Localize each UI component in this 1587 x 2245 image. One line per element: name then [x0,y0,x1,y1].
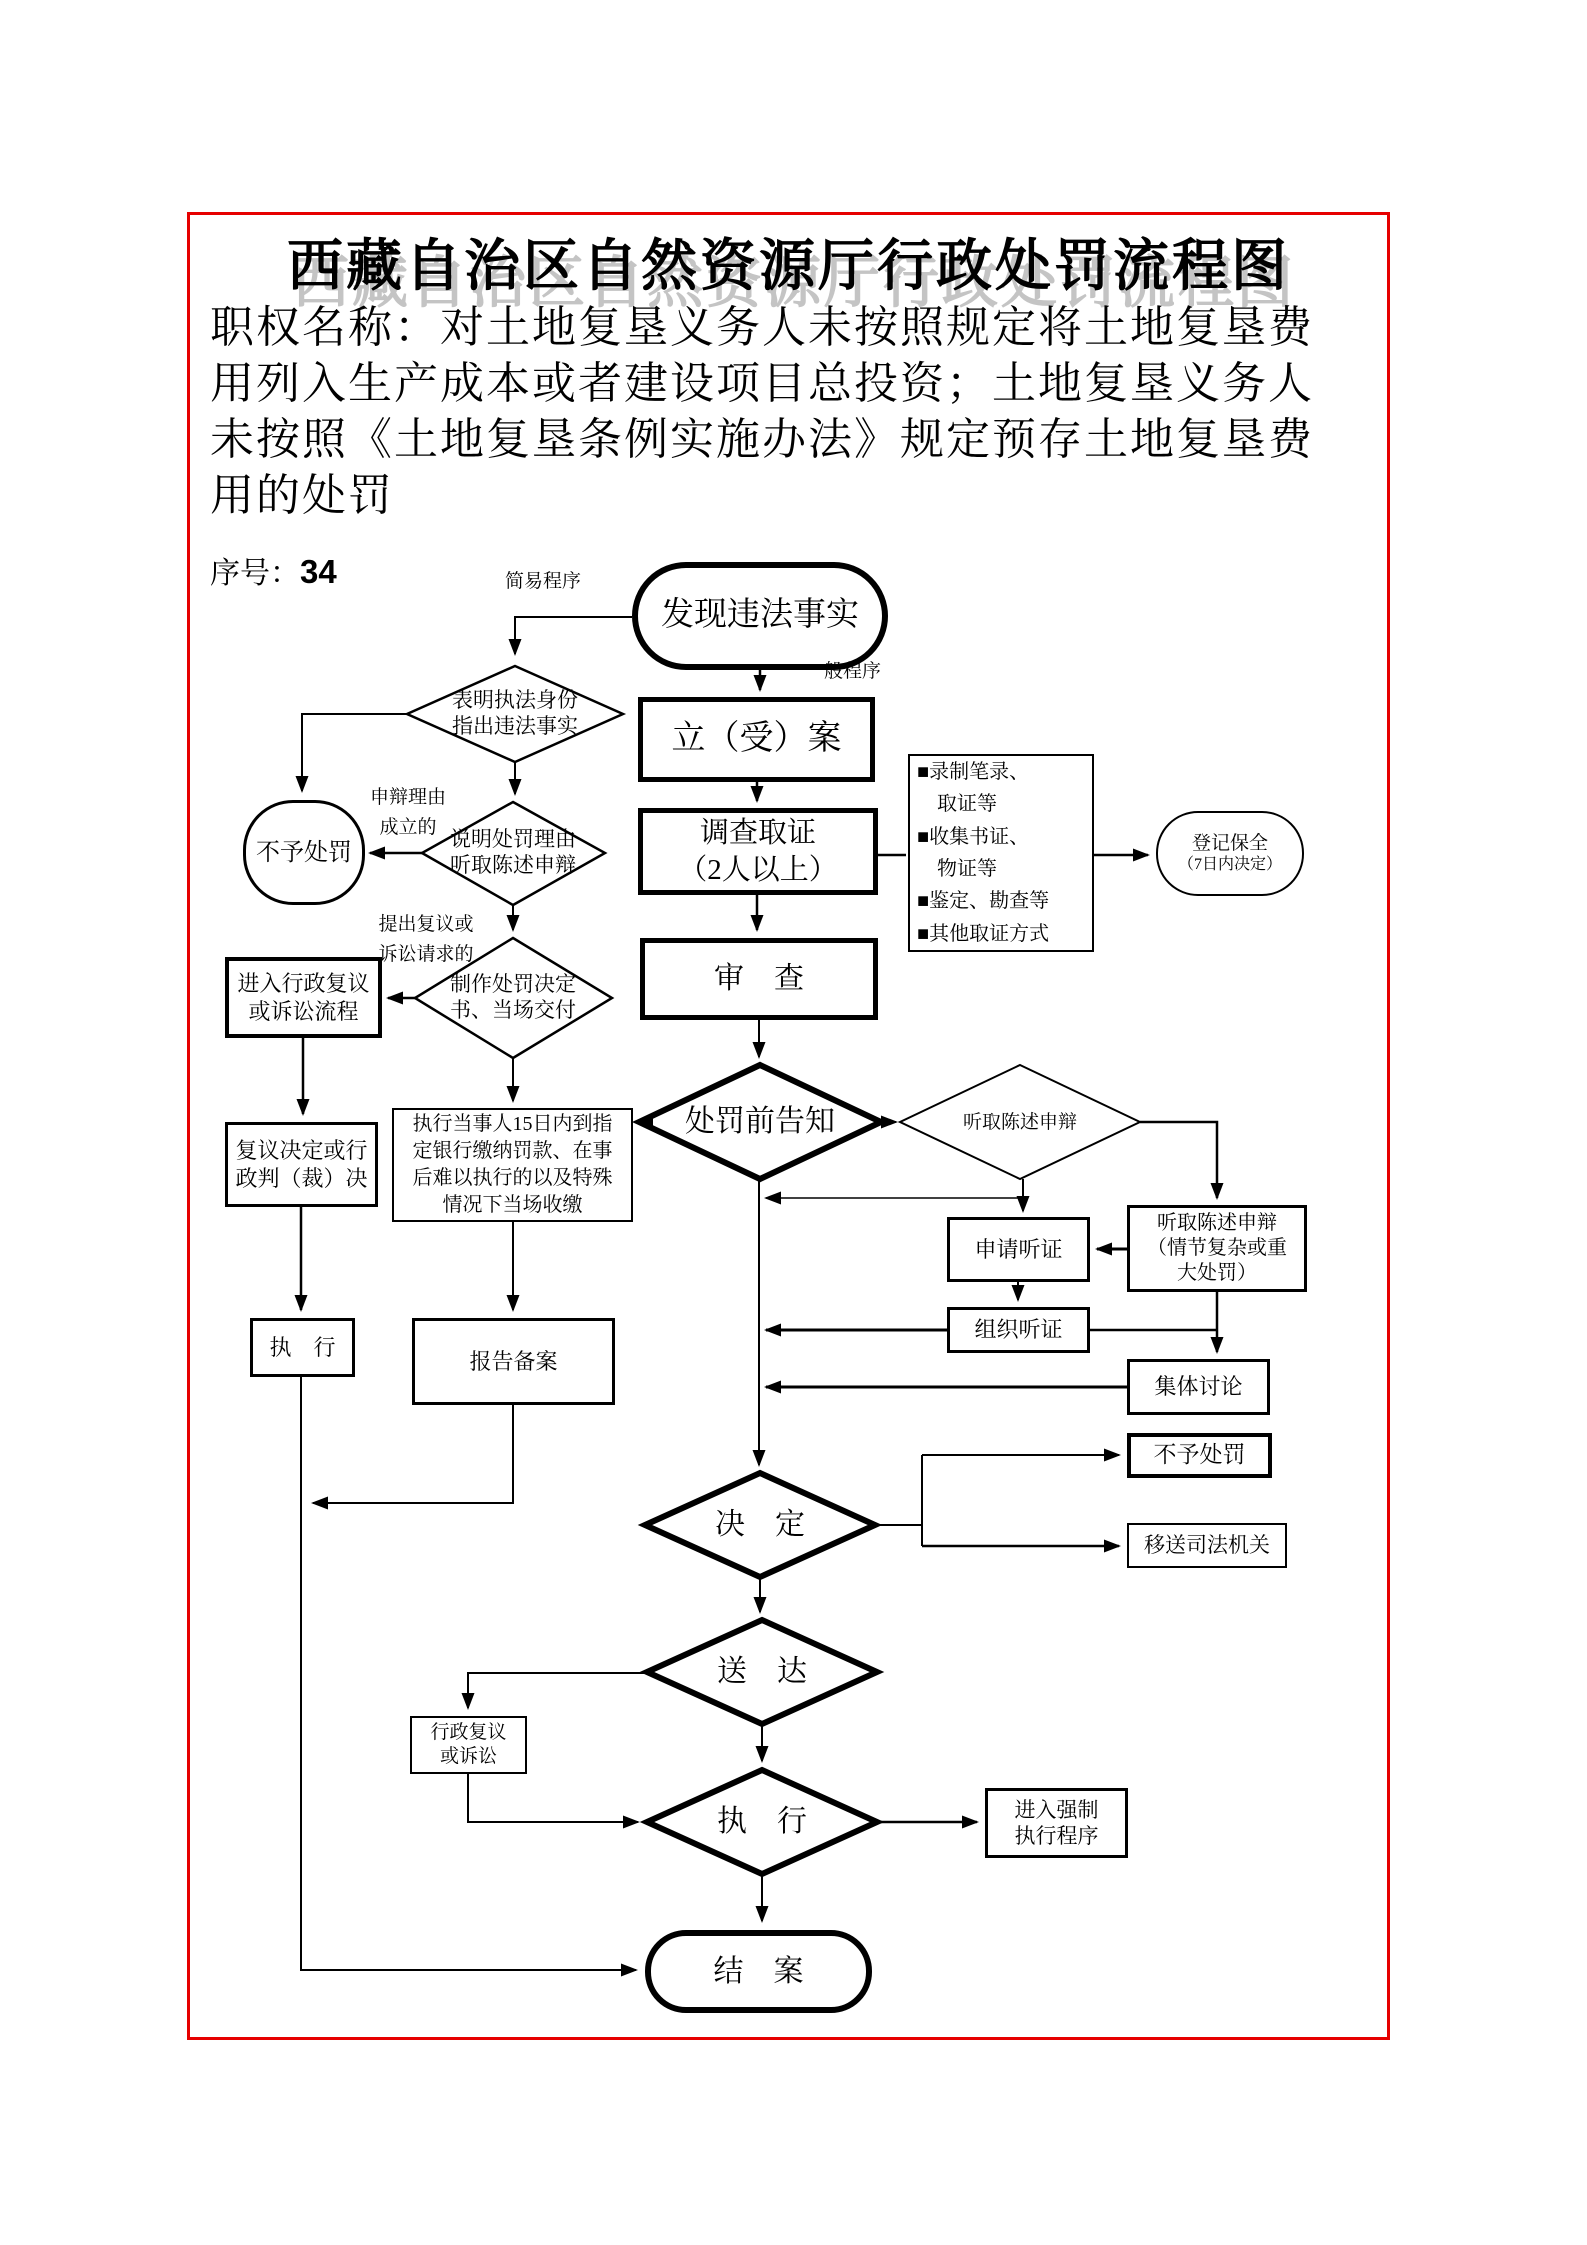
node-hear-statement-major [1127,1205,1307,1292]
defense-valid-line2: 成立的 [379,817,437,839]
defense-valid-line: 申辩理由 [369,787,446,808]
label-simple-procedure: 简易程序 [504,571,581,592]
node-group-discussion [1127,1359,1270,1415]
register-line: 登记保全 [1191,832,1268,854]
edge-report-join-left [313,1405,513,1503]
pay-fine-line: 后难以执行的以及特殊 [412,1167,613,1189]
review-decision-line: 复议决定或行 [235,1138,368,1163]
evidence-item: 物证等 [917,858,997,880]
node-forced-execution [985,1788,1128,1858]
docmaking-line2: 书、当场交付 [450,998,576,1022]
node-investigate-label2: （2人以上） [678,853,838,886]
node-hear-statement-text [900,1108,1140,1138]
label-defense-valid [358,783,458,844]
node-register-preserve [1156,811,1304,896]
enter-review-line: 进入行政复议 [237,971,370,996]
node-identify-text [407,680,623,748]
node-evidence-methods [908,754,1094,952]
no-penalty-left-label: 不予处罚 [256,839,352,866]
group-discussion-label: 集体讨论 [1154,1374,1243,1400]
node-review-exam [640,938,878,1020]
edge-identify-to-nopenalty [302,714,407,791]
node-file-case-label: 立（受）案 [671,720,842,758]
decide-label: 决 定 [715,1507,805,1541]
review-exam-label: 审 查 [714,962,804,996]
node-apply-hearing [947,1217,1090,1282]
node-close-case [645,1930,872,2013]
description-line: 未按照《土地复垦条例实施办法》规定预存土地复垦费 [210,415,1314,464]
node-start [632,562,888,670]
serial-number [210,548,337,592]
explain-line: 说明处罚理由 [450,827,576,852]
node-no-penalty-right [1127,1433,1272,1478]
deliver-label: 送 达 [717,1654,807,1688]
admin-review-line2: 或诉讼 [439,1746,497,1767]
node-file-case [638,697,875,782]
edge-deliver-to-adminreview [468,1673,647,1708]
authority-description [210,300,1360,524]
evidence-item: ■收集书证、 [917,825,1030,848]
execute-left-label: 执 行 [269,1334,336,1360]
node-organize-hearing [947,1307,1090,1353]
explain-line2: 听取陈述申辩 [450,853,576,877]
node-execute-text [647,1803,877,1841]
node-review-decision [225,1122,378,1207]
forced-execution-line: 进入强制 [1014,1797,1099,1822]
close-case-label: 结 案 [713,1954,804,1988]
node-no-penalty-left [243,800,365,905]
serial-label: 序号： [210,557,300,590]
evidence-item: ■录制笔录、 [917,760,1030,783]
identify-line: 表明执法身份 [452,688,578,713]
execute-label: 执 行 [717,1804,807,1838]
enter-review-line2: 或诉讼流程 [248,998,359,1024]
node-execute-left [250,1318,355,1377]
review-request-line2: 诉讼请求的 [378,944,474,966]
description-line: 职权名称：对土地复垦义务人未按照规定将土地复垦费 [210,303,1314,352]
register-line2: （7日内决定） [1177,856,1282,874]
node-transfer-judicial [1127,1523,1287,1568]
forced-execution-line2: 执行程序 [1014,1824,1099,1848]
hear-major-line: （情节复杂或重 [1147,1237,1287,1259]
page-title: 西藏自治区自然资源厅行政处罚流程图 [287,234,1290,297]
evidence-item: ■其他取证方式 [917,922,1050,945]
evidence-item: 取证等 [917,793,997,816]
node-investigate-label: 调查取证 [699,817,816,850]
no-penalty-right-label: 不予处罚 [1153,1442,1246,1468]
hear-statement-label: 听取陈述申辩 [962,1112,1077,1134]
pay-fine-line: 情况下当场收缴 [442,1194,583,1216]
edge-adminreview-to-execute [468,1773,638,1822]
node-pay-fine [392,1108,633,1222]
hear-major-line: 大处罚） [1177,1262,1257,1284]
admin-review-line: 行政复议 [430,1722,507,1744]
edge-start-to-identify [515,617,632,654]
node-start-label: 发现违法事实 [661,597,859,634]
node-pre-penalty-notice-text [639,1103,881,1141]
node-report-record [412,1318,615,1405]
pay-fine-line: 执行当事人15日内到指 [412,1113,613,1135]
pay-fine-line: 定银行缴纳罚款、在事 [412,1140,613,1162]
description-line: 用列入生产成本或者建设项目总投资；土地复垦义务人 [210,359,1314,408]
node-investigate [638,808,878,895]
label-general-procedure: 一般程序 [804,661,881,682]
report-record-label: 报告备案 [469,1348,558,1374]
serial-value: 34 [300,553,337,590]
node-deliver-text [647,1653,877,1691]
review-decision-line2: 政判（裁）决 [235,1165,368,1191]
docmaking-line: 制作处罚决定 [450,972,576,997]
node-make-decision-doc-text [413,965,613,1031]
edge-hearstatement-to-majorbox [1140,1122,1217,1198]
transfer-judicial-label: 移送司法机关 [1144,1533,1270,1558]
organize-hearing-label: 组织听证 [974,1317,1063,1343]
identify-line2: 指出违法事实 [452,714,578,738]
hear-major-line: 听取陈述申辩 [1157,1212,1277,1234]
description-line: 用的处罚 [210,471,394,520]
review-request-line: 提出复议或 [378,914,474,935]
apply-hearing-label: 申请听证 [974,1236,1063,1262]
node-decide-text [645,1506,875,1544]
node-admin-review-or-suit [410,1716,527,1774]
label-review-request [370,910,482,971]
pre-penalty-notice-label: 处罚前告知 [685,1104,835,1138]
evidence-item: ■鉴定、勘查等 [917,890,1050,913]
node-enter-review [225,957,382,1038]
